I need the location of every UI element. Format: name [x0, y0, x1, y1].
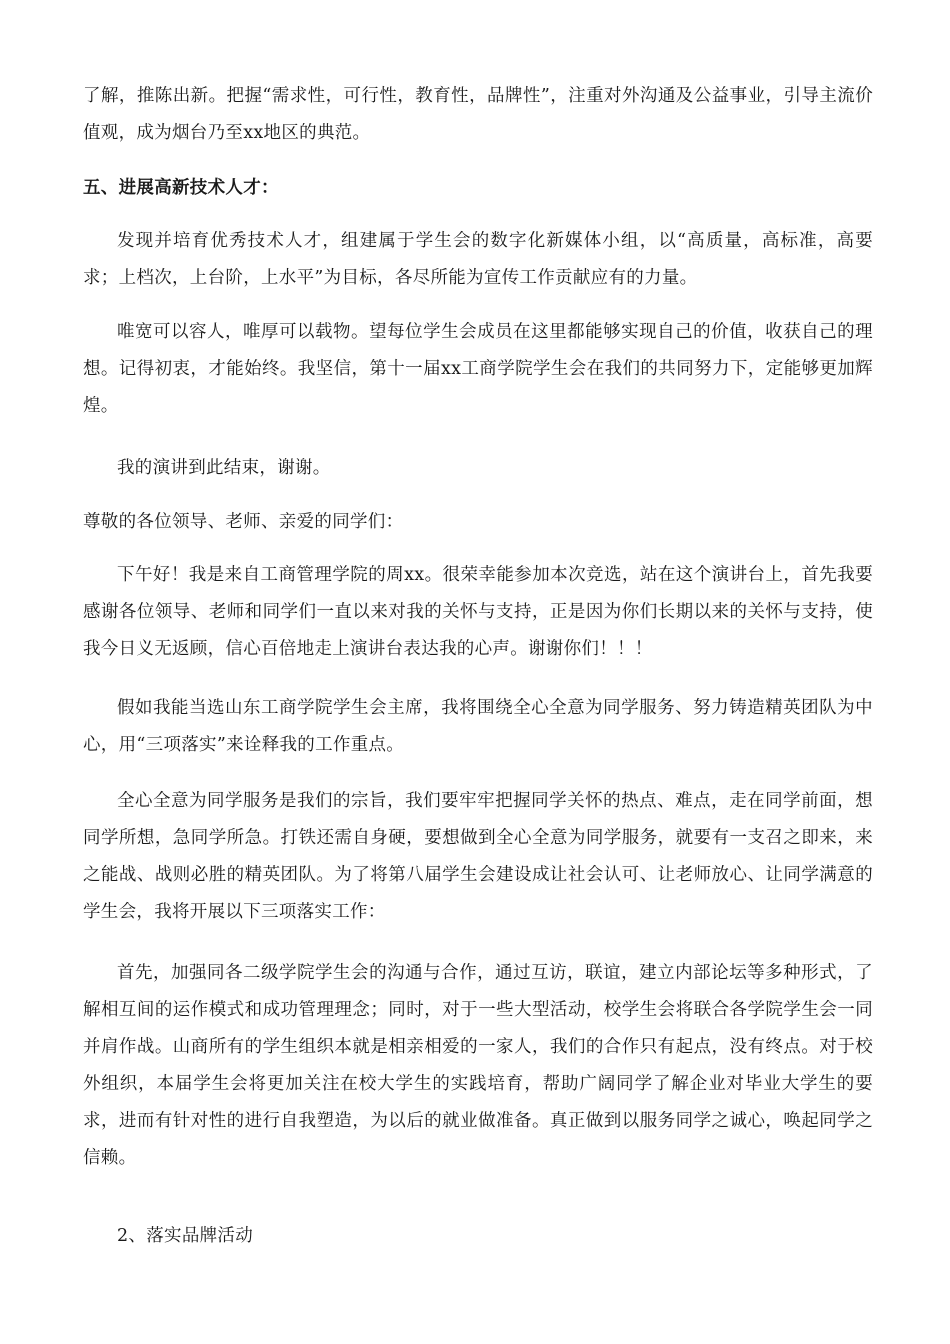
section-heading-five: 五、进展高新技术人才：	[83, 178, 279, 198]
paragraph-greeting: 尊敬的各位领导、老师、亲爱的同学们：	[83, 512, 404, 532]
paragraph-speech-end: 我的演讲到此结束，谢谢。	[117, 458, 331, 478]
paragraph-closing-hope: 唯宽可以容人，唯厚可以载物。望每位学生会成员在这里都能够实现自己的价值，收获自己的理想。记得初衷，才能始终。我坚信，第十一届xx工商学院学生会在我们的共同努力下，定能够更加辉煌。	[83, 322, 873, 416]
paragraph-service-purpose: 全心全意为同学服务是我们的宗旨，我们要牢牢把握同学关怀的热点、难点，走在同学前面，想同学所想，急同学所急。打铁还需自身硬，要想做到全心全意为同学服务，就要有一支召之即来，来之能战、战则必胜的精英团队。为了将第八届学生会建设成让社会认可、让老师放心、让同学满意的学生会，我将开展以下三项落实工作：	[83, 791, 873, 922]
paragraph-tech-talent: 发现并培育优秀技术人才，组建属于学生会的数字化新媒体小组，以“高质量，高标准，高要求；上档次，上台阶，上水平”为目标，各尽所能为宣传工作贡献应有的力量。	[83, 231, 873, 288]
subheading-brand-activities: 2、落实品牌活动	[117, 1226, 254, 1246]
paragraph-continuation: 了解，推陈出新。把握“需求性，可行性，教育性，品牌性”，注重对外沟通及公益事业，引导主流价值观，成为烟台乃至xx地区的典范。	[83, 86, 873, 143]
paragraph-election-goal: 假如我能当选山东工商学院学生会主席，我将围绕全心全意为同学服务、努力铸造精英团队为中心，用“三项落实”来诠释我的工作重点。	[83, 698, 873, 755]
paragraph-introduction: 下午好！我是来自工商管理学院的周xx。很荣幸能参加本次竞选，站在这个演讲台上，首先我要感谢各位领导、老师和同学们一直以来对我的关怀与支持，正是因为你们长期以来的关怀与支持，使我今日义无返顾，信心百倍地走上演讲台表达我的心声。谢谢你们！！！	[83, 565, 873, 659]
paragraph-cooperation: 首先，加强同各二级学院学生会的沟通与合作，通过互访，联谊，建立内部论坛等多种形式，了解相互间的运作模式和成功管理理念；同时，对于一些大型活动，校学生会将联合各学院学生会一同并肩作战。山商所有的学生组织本就是相亲相爱的一家人，我们的合作只有起点，没有终点。对于校外组织，本届学生会将更加关注在校大学生的实践培育，帮助广阔同学了解企业对毕业大学生的要求，进而有针对性的进行自我塑造，为以后的就业做准备。真正做到以服务同学之诚心，唤起同学之信赖。	[83, 963, 873, 1168]
